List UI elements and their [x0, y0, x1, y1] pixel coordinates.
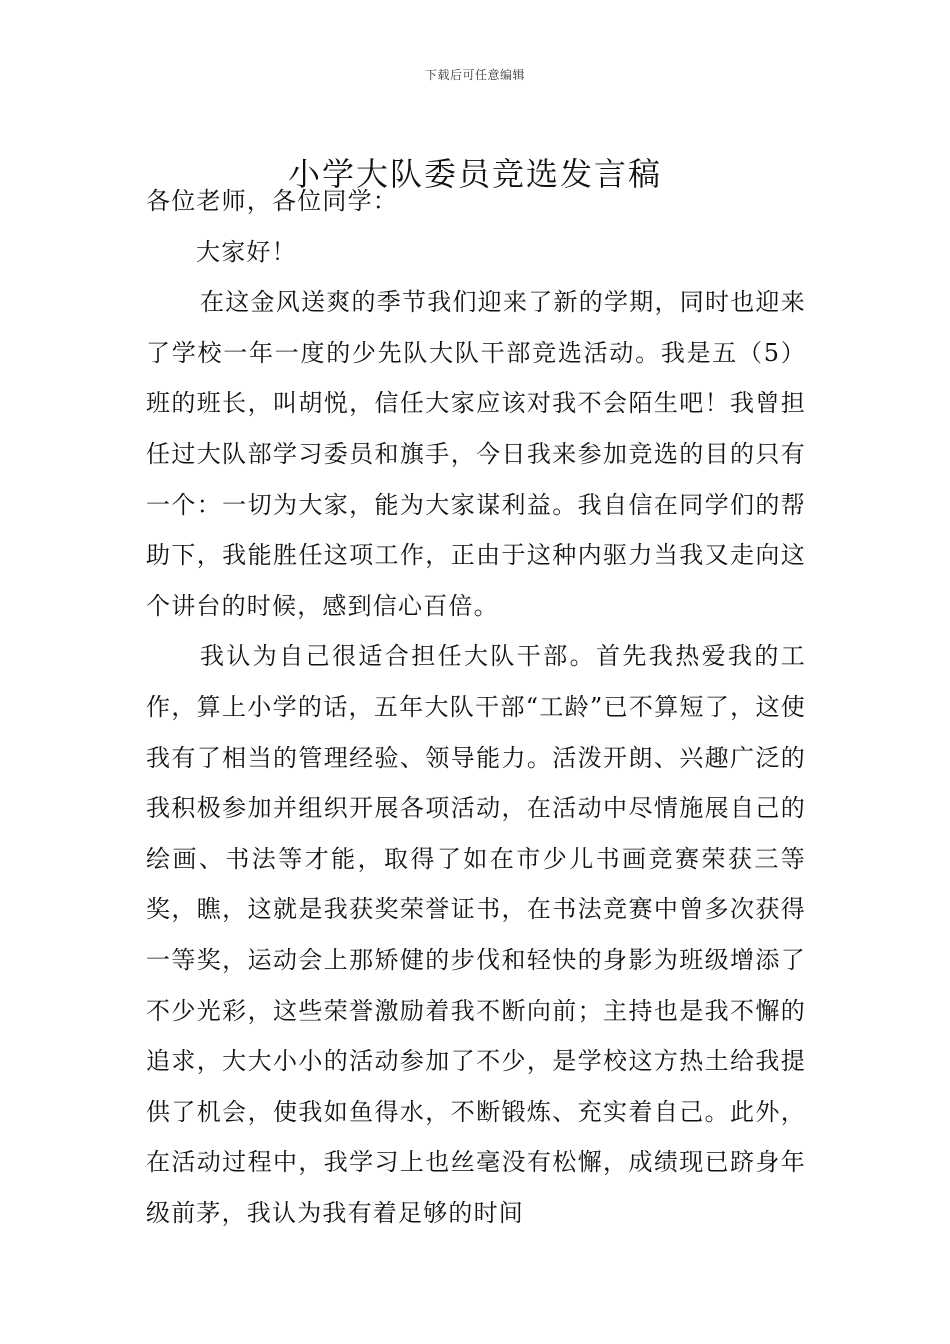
page-title: 小学大队委员竞选发言稿: [287, 155, 662, 194]
paragraph: 我认为自己很适合担任大队干部。首先我热爱我的工作，算上小学的话，五年大队干部“工龄”已不算短了，这使我有了相当的管理经验、领导能力。活泼开朗、兴趣广泛的我积极参加并组织开展各项活动，在活动中尽情施展自己的绘画、书法等才能，取得了如在市少儿书画竞赛荣获三等奖，瞧，这就是我获奖荣誉证书，在书法竞赛中曾多次获得一等奖，运动会上那矫健的步伐和轻快的身影为班级增添了不少光彩，这些荣誉激励着我不断向前；主持也是我不懈的追求，大大小小的活动参加了不少，是学校这方热土给我提供了机会，使我如鱼得水，不断锻炼、充实着自己。此外，在活动过程中，我学习上也丝毫没有松懈，成绩现已跻身年级前茅，我认为我有着足够的时间: [146, 642, 806, 1227]
hello-line: 大家好！: [196, 237, 297, 266]
greeting-line: 各位老师，各位同学：: [146, 187, 398, 215]
speech-body: [146, 176, 806, 1238]
paragraph: 在这金风送爽的季节我们迎来了新的学期，同时也迎来了学校一年一度的少先队大队干部竞选活动。我是五（5）班的班长，叫胡悦，信任大家应该对我不会陌生吧！我曾担任过大队部学习委员和旗手，今日我来参加竞选的目的只有一个：一切为大家，能为大家谋利益。我自信在同学们的帮助下，我能胜任这项工作，正由于这种内驱力当我又走向这个讲台的时候，感到信心百倍。: [146, 288, 806, 620]
header-note: 下载后可任意编辑: [424, 68, 525, 82]
